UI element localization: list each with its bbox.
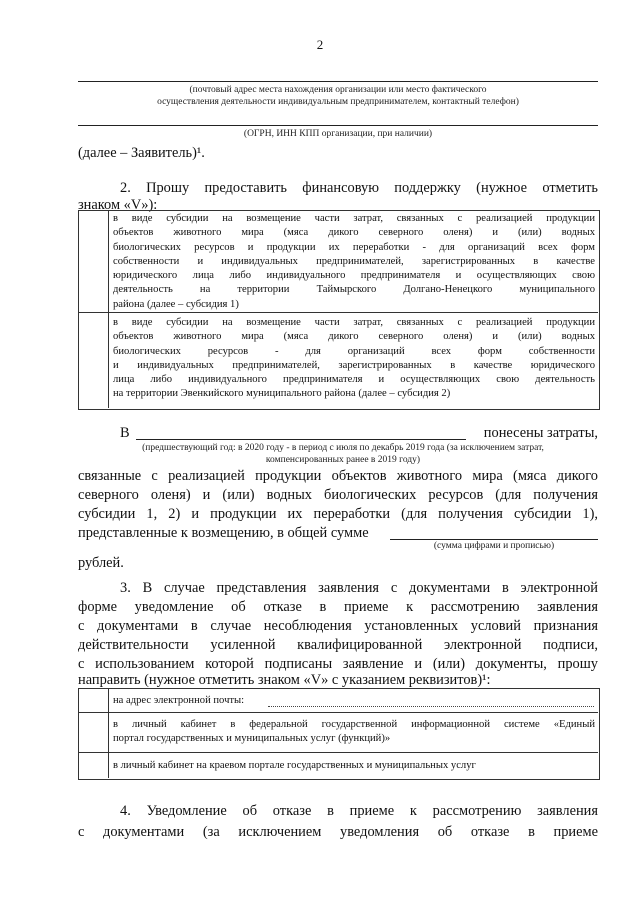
period-caption-line-1: (предшествующий год: в 2020 году - в период с июля по декабрь 2019 года (за исключением затрат, (142, 443, 544, 453)
section2-line1: 2. Прошу предоставить финансовую поддержку (нужное отметить (120, 180, 598, 196)
page-number: 2 (316, 37, 324, 52)
period-blank-line[interactable] (136, 439, 466, 440)
costs-para-line-2: северного оленя) и (или) водных биологических ресурсов (для получения (78, 487, 598, 503)
subsidy2-line: в виде субсидии на возмещение части затрат, связанных с реализацией продукции (113, 317, 595, 328)
email-option-label: на адрес электронной почты: (113, 695, 245, 706)
subsidy1-line: района (далее – субсидия 1) (113, 298, 239, 310)
subsidy1-line: деятельность на территории Таймырского Долгано-Ненецкого муниципального (113, 284, 595, 296)
subsidy1-line: в виде субсидии на возмещение части затрат, связанных с реализацией продукции (113, 213, 595, 224)
subsidy1-line: собственности и индивидуальных предпринимателей, зарегистрированных в качестве (113, 255, 595, 267)
email-option-checkbox[interactable] (79, 689, 107, 711)
section3-line-4: действительности усиленной квалифицированной электронной подписи, (78, 637, 598, 653)
portal-option-line: в личный кабинет в федеральной государственной информационной системе «Единый (113, 719, 595, 730)
notification-table-divider-1 (78, 712, 598, 713)
currency-label: рублей. (78, 555, 124, 571)
subsidy1-line: объектов животного мира (мяса дикого северного оленя) и (или) водных (113, 227, 595, 239)
costs-para-line-4: представленные к возмещению, в общей сумме (78, 525, 369, 541)
subsidy1-line: биологических ресурсов и продукции их переработки - для организаций всех форм (113, 241, 595, 253)
section3-line-3: с документами в случае несоблюдения установленных условий признания (78, 618, 598, 634)
section3-line-5: с использованием которой подписаны заявление и (или) документы, прошу (78, 656, 598, 672)
regional-option-checkbox[interactable] (79, 753, 107, 777)
subsidy1-option-text (113, 212, 595, 312)
subsidy2-line: на территории Эвенкийского муниципального района (далее – субсидия 2) (113, 388, 451, 400)
section4-line-1: 4. Уведомление об отказе в приеме к рассмотрению заявления (120, 803, 598, 819)
costs-para-line-3: субсидии 1, 2) и продукции их переработки (для получения субсидии 1), (78, 506, 598, 522)
portal-option-text (113, 718, 595, 747)
portal-option-checkbox[interactable] (79, 713, 107, 751)
subsidy2-line: биологических ресурсов - для организаций всех форм собственности (113, 345, 595, 357)
applicant-line: (далее – Заявитель)¹. (78, 145, 205, 161)
subsidy1-checkbox[interactable] (79, 211, 107, 311)
sum-caption: (сумма цифрами и прописью) (433, 541, 555, 551)
address-caption-line-2: осуществления деятельности индивидуальным предпринимателем, контактный телефон) (157, 97, 519, 107)
period-caption-line-2: компенсированных ранее в 2019 году) (265, 455, 421, 465)
subsidy2-option-text (113, 316, 595, 402)
notification-table-divider-vertical (108, 688, 109, 778)
section2-line2: знаком «V»): (78, 197, 158, 213)
costs-para-line-1: связанные с реализацией продукции объектов животного мира (мяса дикого (78, 468, 598, 484)
costs-prefix: В (120, 425, 130, 441)
subsidy2-line: лица либо индивидуального предпринимателя и осуществляющих свою деятельность (113, 374, 595, 386)
email-blank-line[interactable] (268, 706, 594, 707)
subsidy2-checkbox[interactable] (79, 313, 107, 407)
section3-line-6: направить (нужное отметить знаком «V» с указанием реквизитов)¹: (78, 672, 491, 688)
subsidy-table-divider-horizontal (78, 312, 598, 313)
subsidy2-line: и индивидуальных предпринимателей, зарегистрированных в качестве юридического (113, 359, 595, 371)
subsidy-table-divider-vertical (108, 210, 109, 408)
section4-line-2: с документами (за исключением уведомления об отказе в приеме (78, 824, 598, 840)
address-blank-line (78, 81, 598, 82)
ogrn-blank-line (78, 125, 598, 126)
subsidy1-line: юридического лица либо индивидуального предпринимателя и осуществляющих свою (113, 270, 595, 282)
notification-table-divider-2 (78, 752, 598, 753)
costs-suffix: понесены затраты, (483, 425, 598, 441)
regional-option-label: в личный кабинет на краевом портале государственных и муниципальных услуг (113, 760, 476, 771)
address-caption-line-1: (почтовый адрес места нахождения организации или место фактического (189, 85, 487, 95)
ogrn-caption: (ОГРН, ИНН КПП организации, при наличии) (243, 129, 433, 139)
section3-line-1: 3. В случае представления заявления с документами в электронной (120, 580, 598, 596)
portal-option-line: портал государственных и муниципальных услуг (функций)» (113, 733, 391, 745)
section3-line-2: форме уведомление об отказе в приеме к рассмотрению заявления (78, 599, 598, 615)
subsidy2-line: объектов животного мира (мяса дикого северного оленя) и (или) водных (113, 331, 595, 343)
